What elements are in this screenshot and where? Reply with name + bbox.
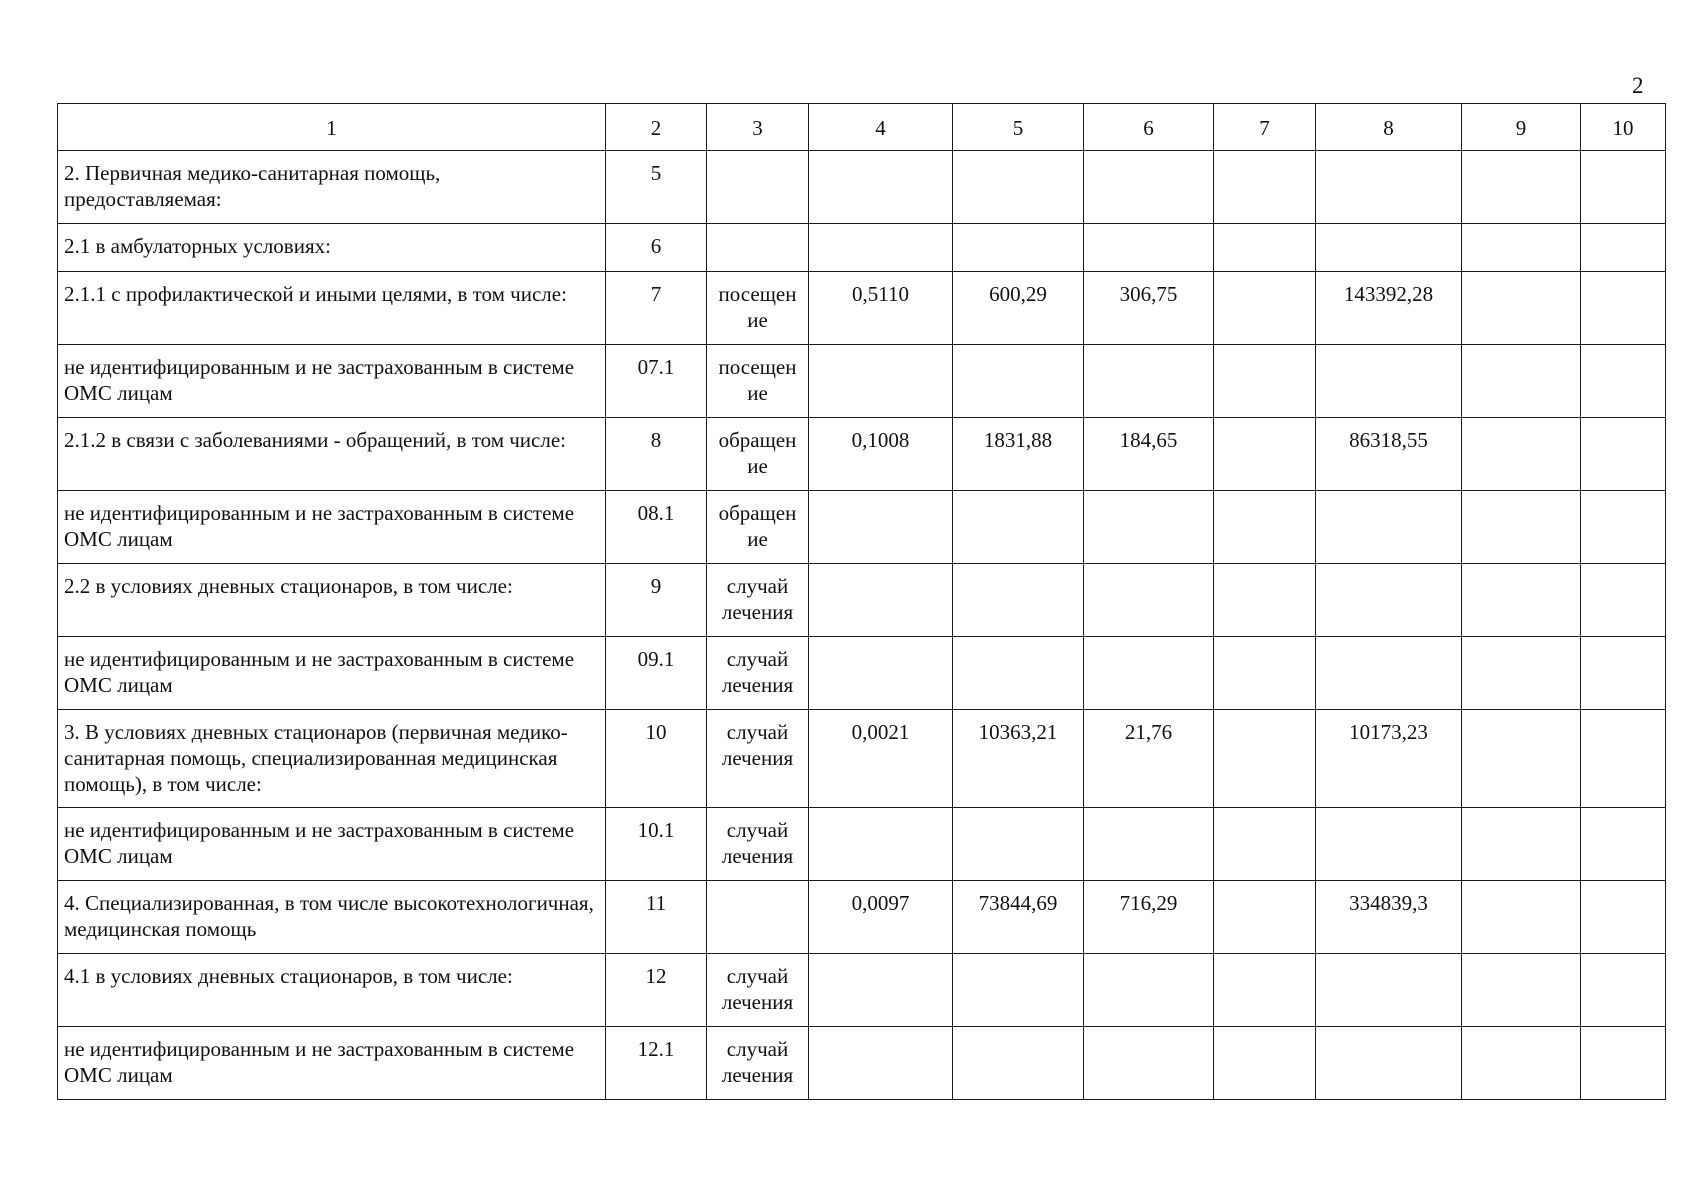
cell-col9 (1462, 151, 1581, 224)
cell-col5 (953, 151, 1084, 224)
cell-col4: 0,0097 (809, 881, 953, 954)
cell-col8: 143392,28 (1316, 272, 1462, 345)
cell-col6 (1084, 491, 1214, 564)
table-row (58, 151, 1666, 224)
row-unit: случай лечения (707, 954, 809, 1027)
cell-col5: 1831,88 (953, 418, 1084, 491)
cell-col5 (953, 345, 1084, 418)
cell-col10 (1581, 881, 1666, 954)
column-header: 6 (1084, 104, 1214, 151)
cell-col5: 10363,21 (953, 710, 1084, 808)
row-code: 5 (606, 151, 707, 224)
table-row (58, 808, 1666, 881)
cell-col10 (1581, 272, 1666, 345)
row-unit: случай лечения (707, 808, 809, 881)
cell-col8 (1316, 224, 1462, 272)
row-name: не идентифицированным и не застрахованным в системе ОМС лицам (58, 1027, 606, 1100)
row-unit: посещен ие (707, 272, 809, 345)
cell-col8 (1316, 954, 1462, 1027)
column-header: 10 (1581, 104, 1666, 151)
column-header: 4 (809, 104, 953, 151)
column-header: 7 (1214, 104, 1316, 151)
row-code: 07.1 (606, 345, 707, 418)
cell-col5 (953, 224, 1084, 272)
cell-col7 (1214, 151, 1316, 224)
cell-col5 (953, 1027, 1084, 1100)
cell-col8 (1316, 1027, 1462, 1100)
cell-col10 (1581, 710, 1666, 808)
table-row (58, 881, 1666, 954)
column-header: 2 (606, 104, 707, 151)
row-name: 2. Первичная медико-санитарная помощь, предоставляемая: (58, 151, 606, 224)
cell-col9 (1462, 418, 1581, 491)
table-row (58, 637, 1666, 710)
row-unit: обращен ие (707, 418, 809, 491)
row-unit: случай лечения (707, 1027, 809, 1100)
cell-col10 (1581, 345, 1666, 418)
cell-col8 (1316, 345, 1462, 418)
data-table (57, 103, 1666, 1100)
cell-col9 (1462, 1027, 1581, 1100)
cell-col10 (1581, 564, 1666, 637)
cell-col6 (1084, 954, 1214, 1027)
cell-col8 (1316, 491, 1462, 564)
row-unit (707, 224, 809, 272)
column-header: 5 (953, 104, 1084, 151)
cell-col9 (1462, 491, 1581, 564)
row-unit: случай лечения (707, 564, 809, 637)
cell-col7 (1214, 418, 1316, 491)
cell-col7 (1214, 637, 1316, 710)
cell-col10 (1581, 1027, 1666, 1100)
header-row (58, 104, 1666, 151)
cell-col10 (1581, 808, 1666, 881)
cell-col7 (1214, 881, 1316, 954)
cell-col6 (1084, 808, 1214, 881)
cell-col6: 21,76 (1084, 710, 1214, 808)
row-name: 2.1 в амбулаторных условиях: (58, 224, 606, 272)
cell-col7 (1214, 710, 1316, 808)
row-code: 7 (606, 272, 707, 345)
row-name: 2.1.1 с профилактической и иными целями, в том числе: (58, 272, 606, 345)
row-name: не идентифицированным и не застрахованным в системе ОМС лицам (58, 345, 606, 418)
row-name: 2.1.2 в связи с заболеваниями - обращений, в том числе: (58, 418, 606, 491)
row-name: 4. Специализированная, в том числе высокотехнологичная, медицинская помощь (58, 881, 606, 954)
cell-col7 (1214, 272, 1316, 345)
table-row (58, 491, 1666, 564)
cell-col6: 716,29 (1084, 881, 1214, 954)
cell-col4 (809, 151, 953, 224)
cell-col10 (1581, 224, 1666, 272)
row-name: 4.1 в условиях дневных стационаров, в том числе: (58, 954, 606, 1027)
cell-col4 (809, 1027, 953, 1100)
cell-col7 (1214, 1027, 1316, 1100)
row-code: 08.1 (606, 491, 707, 564)
cell-col7 (1214, 954, 1316, 1027)
cell-col4 (809, 808, 953, 881)
cell-col5 (953, 808, 1084, 881)
cell-col6 (1084, 637, 1214, 710)
cell-col5 (953, 491, 1084, 564)
cell-col4 (809, 954, 953, 1027)
row-name: не идентифицированным и не застрахованным в системе ОМС лицам (58, 808, 606, 881)
cell-col7 (1214, 564, 1316, 637)
row-unit: обращен ие (707, 491, 809, 564)
cell-col7 (1214, 808, 1316, 881)
cell-col10 (1581, 637, 1666, 710)
cell-col9 (1462, 345, 1581, 418)
row-code: 6 (606, 224, 707, 272)
row-code: 9 (606, 564, 707, 637)
cell-col9 (1462, 637, 1581, 710)
cell-col4: 0,1008 (809, 418, 953, 491)
cell-col4 (809, 637, 953, 710)
cell-col5 (953, 637, 1084, 710)
table-row (58, 224, 1666, 272)
cell-col5 (953, 954, 1084, 1027)
row-code: 10 (606, 710, 707, 808)
cell-col9 (1462, 272, 1581, 345)
row-code: 12.1 (606, 1027, 707, 1100)
cell-col6 (1084, 345, 1214, 418)
cell-col9 (1462, 954, 1581, 1027)
cell-col10 (1581, 418, 1666, 491)
row-unit: посещен ие (707, 345, 809, 418)
cell-col4 (809, 491, 953, 564)
cell-col9 (1462, 224, 1581, 272)
cell-col7 (1214, 491, 1316, 564)
table-row (58, 564, 1666, 637)
table-row (58, 345, 1666, 418)
cell-col6 (1084, 224, 1214, 272)
cell-col10 (1581, 954, 1666, 1027)
row-code: 09.1 (606, 637, 707, 710)
row-name: 3. В условиях дневных стационаров (первичная медико-санитарная помощь, специализированная медицинская помощь), в том числе: (58, 710, 606, 808)
cell-col4 (809, 224, 953, 272)
cell-col6 (1084, 564, 1214, 637)
cell-col9 (1462, 881, 1581, 954)
row-unit (707, 151, 809, 224)
column-header: 8 (1316, 104, 1462, 151)
row-unit: случай лечения (707, 637, 809, 710)
row-name: 2.2 в условиях дневных стационаров, в том числе: (58, 564, 606, 637)
cell-col8 (1316, 637, 1462, 710)
row-unit (707, 881, 809, 954)
table-row (58, 710, 1666, 808)
cell-col8 (1316, 808, 1462, 881)
cell-col6: 184,65 (1084, 418, 1214, 491)
table-row (58, 272, 1666, 345)
cell-col7 (1214, 224, 1316, 272)
cell-col4 (809, 345, 953, 418)
cell-col7 (1214, 345, 1316, 418)
cell-col10 (1581, 491, 1666, 564)
cell-col5: 600,29 (953, 272, 1084, 345)
row-code: 11 (606, 881, 707, 954)
page-number: 2 (1632, 73, 1644, 98)
row-name: не идентифицированным и не застрахованным в системе ОМС лицам (58, 491, 606, 564)
table-row (58, 418, 1666, 491)
cell-col4: 0,5110 (809, 272, 953, 345)
cell-col6 (1084, 1027, 1214, 1100)
cell-col6: 306,75 (1084, 272, 1214, 345)
cell-col8 (1316, 564, 1462, 637)
cell-col9 (1462, 564, 1581, 637)
cell-col8: 334839,3 (1316, 881, 1462, 954)
column-header: 1 (58, 104, 606, 151)
table-row (58, 954, 1666, 1027)
cell-col9 (1462, 808, 1581, 881)
row-code: 10.1 (606, 808, 707, 881)
cell-col4 (809, 564, 953, 637)
column-header: 3 (707, 104, 809, 151)
column-header: 9 (1462, 104, 1581, 151)
cell-col6 (1084, 151, 1214, 224)
row-unit: случай лечения (707, 710, 809, 808)
cell-col8: 10173,23 (1316, 710, 1462, 808)
cell-col8 (1316, 151, 1462, 224)
cell-col10 (1581, 151, 1666, 224)
cell-col5 (953, 564, 1084, 637)
cell-col8: 86318,55 (1316, 418, 1462, 491)
cell-col4: 0,0021 (809, 710, 953, 808)
row-name: не идентифицированным и не застрахованным в системе ОМС лицам (58, 637, 606, 710)
cell-col9 (1462, 710, 1581, 808)
row-code: 8 (606, 418, 707, 491)
cell-col5: 73844,69 (953, 881, 1084, 954)
table-row (58, 1027, 1666, 1100)
row-code: 12 (606, 954, 707, 1027)
